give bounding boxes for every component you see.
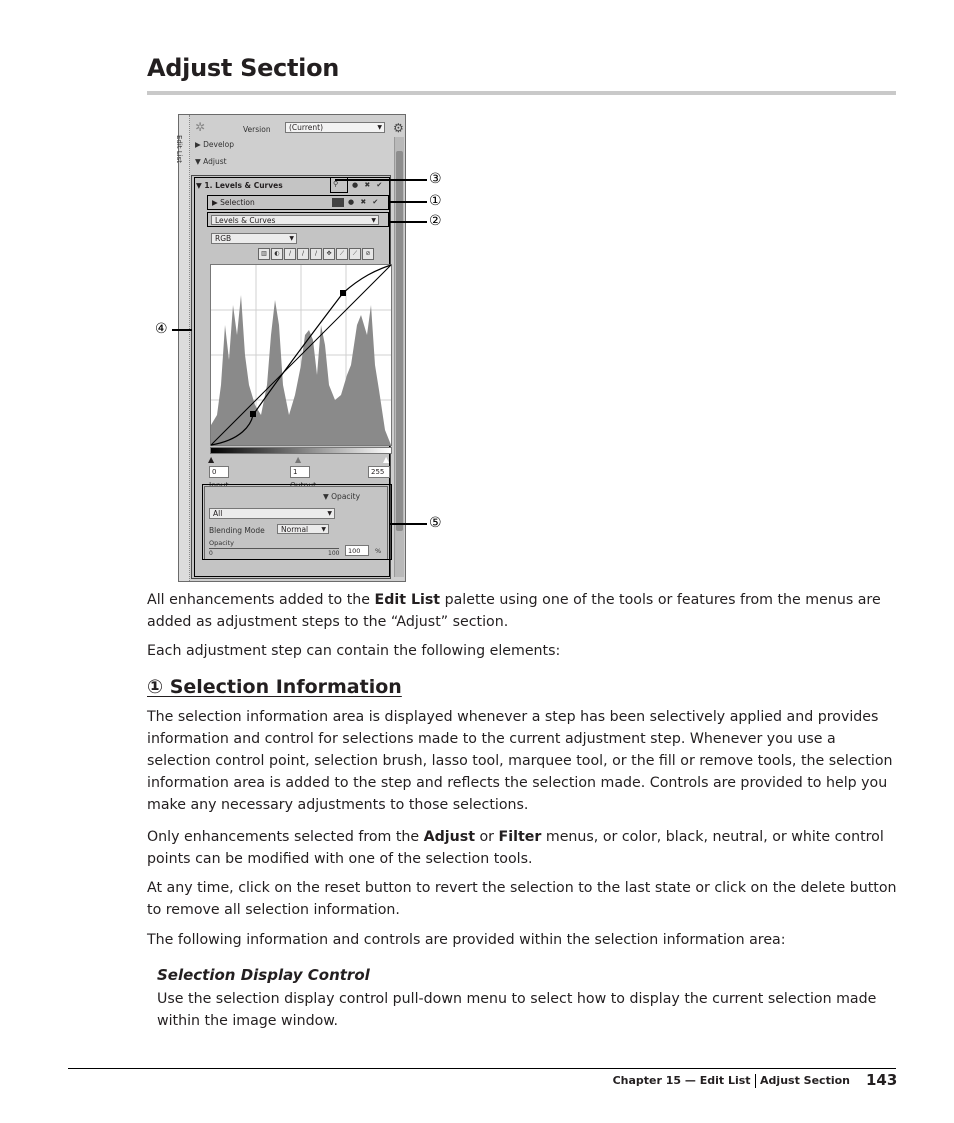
opacity-value-field[interactable]: 100: [345, 545, 369, 556]
opacity-min: 0: [209, 550, 213, 557]
intro-text-a: All enhancements added to the: [147, 592, 375, 608]
callout-3: ③: [429, 171, 442, 187]
opacity-label: Opacity: [209, 539, 235, 547]
mid-slider-icon[interactable]: ▲: [295, 455, 302, 464]
selection-toggle-icons[interactable]: ● ✖ ✔: [348, 198, 381, 206]
curve-point-highlight[interactable]: [340, 290, 346, 296]
intro-paragraph-1: [147, 589, 897, 633]
callout-2: ②: [429, 213, 442, 229]
opacity-header[interactable]: ▼ Opacity: [323, 492, 361, 501]
blending-mode-select[interactable]: Normal ▼: [277, 524, 329, 534]
edit-list-tab[interactable]: [175, 115, 190, 581]
intro-paragraph-2: Each adjustment step can contain the following elements:: [147, 643, 561, 659]
input-mid-field[interactable]: 1: [290, 466, 310, 478]
callout-4: ④: [155, 321, 168, 337]
black-point-icon[interactable]: /: [297, 248, 309, 260]
curve-graph-svg: [211, 265, 391, 445]
histogram-icon[interactable]: ▥: [258, 248, 270, 260]
sel2-adjust: Adjust: [423, 829, 475, 845]
output-gradient: [210, 447, 392, 454]
step-toggle-icons[interactable]: ● ✖ ✔: [352, 181, 385, 189]
step-title-label: 1. Levels & Curves: [204, 181, 283, 190]
black-slider-icon[interactable]: ▲: [208, 455, 215, 464]
opacity-max: 100: [328, 550, 340, 557]
version-label: Version: [243, 125, 271, 134]
input-black-field[interactable]: 0: [209, 466, 229, 478]
contrast-icon[interactable]: ◐: [271, 248, 283, 260]
footer-separator: [755, 1074, 757, 1088]
footer: [613, 1074, 850, 1088]
selection-row[interactable]: ▶ Selection: [212, 198, 255, 207]
white-slider-icon[interactable]: ▲: [383, 455, 390, 464]
edit-list-palette-screenshot: [175, 114, 406, 582]
reset-icon[interactable]: ⊘: [362, 248, 374, 260]
curve-tool-icon[interactable]: ⟋: [336, 248, 348, 260]
blending-mode-label: Blending Mode: [209, 526, 265, 535]
intro-text-c: palette using one of the tools or features from the menus are added as adjustment steps to the “Adjust” section.: [147, 592, 881, 630]
curve-toolbar: [258, 248, 374, 260]
opacity-unit: %: [375, 547, 382, 555]
callout-3-line: [335, 179, 427, 181]
sel2-filter: Filter: [498, 829, 542, 845]
input-white-field[interactable]: 255: [368, 466, 390, 478]
adjustment-step: [191, 175, 391, 579]
edit-list-tab-label: Edit List: [175, 134, 184, 164]
move-icon[interactable]: ✥: [323, 248, 335, 260]
levels-curves-graph[interactable]: [210, 264, 392, 446]
selection-paragraph-2: [147, 826, 897, 870]
white-point-icon[interactable]: /: [310, 248, 322, 260]
callout-1: ①: [429, 193, 442, 209]
selection-label: Selection: [220, 198, 255, 207]
version-select[interactable]: (Current) ▼: [285, 122, 385, 133]
scroll-thumb[interactable]: [396, 151, 403, 531]
selection-display-control-paragraph: Use the selection display control pull-down menu to select how to display the current selection made within the image window.: [157, 991, 877, 1029]
selection-paragraph-4: The following information and controls are provided within the selection information area:: [147, 932, 786, 948]
sel2-text-e: menus, or color, black, neutral, or white control points can be modified with one of the selection tools.: [147, 829, 884, 867]
sel2-text-c: or: [474, 829, 499, 845]
eyedropper-icon[interactable]: /: [284, 248, 296, 260]
enhancement-select[interactable]: Levels & Curves ▼: [211, 215, 379, 225]
callout-5: ⑤: [429, 515, 442, 531]
step-title[interactable]: ▼ 1. Levels & Curves: [196, 181, 283, 190]
tree-item-develop[interactable]: ▶ Develop: [195, 140, 235, 149]
scrollbar[interactable]: [394, 137, 404, 577]
sparkle-icon: ✲: [195, 120, 206, 134]
version-row: [193, 119, 403, 137]
tree-item-develop-label: Develop: [203, 140, 235, 149]
selection-paragraph-1: The selection information area is displayed whenever a step has been selectively applied and provides information and control for selections made to the current adjustment step. Whenever you use a selection control point, selection brush, lasso tool, marquee tool, or the fill or remove tools, the selection information area is added to the step and reflects the selection made. Controls are provided to help you make any necessary adjustments to those selections.: [147, 709, 893, 813]
footer-rule: [68, 1068, 896, 1069]
title-rule: [147, 91, 896, 95]
footer-section: Adjust Section: [760, 1074, 850, 1087]
gear-icon[interactable]: ⚙: [393, 121, 404, 135]
selection-paragraph-3: At any time, click on the reset button to revert the selection to the last state or click on the delete button to remove all selection information.: [147, 880, 897, 918]
selection-information-heading: ① Selection Information: [147, 676, 402, 698]
tree-item-adjust-label: Adjust: [203, 157, 227, 166]
intro-edit-list: Edit List: [374, 592, 441, 608]
channel-select[interactable]: RGB ▼: [211, 233, 297, 244]
callout-1-line: [390, 201, 427, 203]
step-options-icon[interactable]: ⚲: [333, 180, 341, 188]
sel2-text-a: Only enhancements selected from the: [147, 829, 424, 845]
selection-display-control-heading: Selection Display Control: [157, 966, 370, 984]
curve-point-shadow[interactable]: [250, 411, 256, 417]
tree-item-adjust[interactable]: ▼ Adjust: [195, 157, 227, 166]
footer-chapter: Chapter 15 — Edit List: [612, 1074, 751, 1087]
opacity-channel-select[interactable]: All ▼: [209, 508, 335, 519]
linear-icon[interactable]: ⟋: [349, 248, 361, 260]
opacity-panel: [204, 486, 388, 560]
callout-4-line: [172, 329, 192, 331]
opacity-header-label: Opacity: [331, 492, 361, 501]
opacity-slider[interactable]: [209, 548, 339, 549]
selection-display-swatch[interactable]: [332, 198, 344, 207]
callout-2-line: [390, 221, 427, 223]
callout-5-line: [390, 523, 427, 525]
page-number: 143: [866, 1071, 898, 1089]
page-title: Adjust Section: [147, 54, 340, 82]
